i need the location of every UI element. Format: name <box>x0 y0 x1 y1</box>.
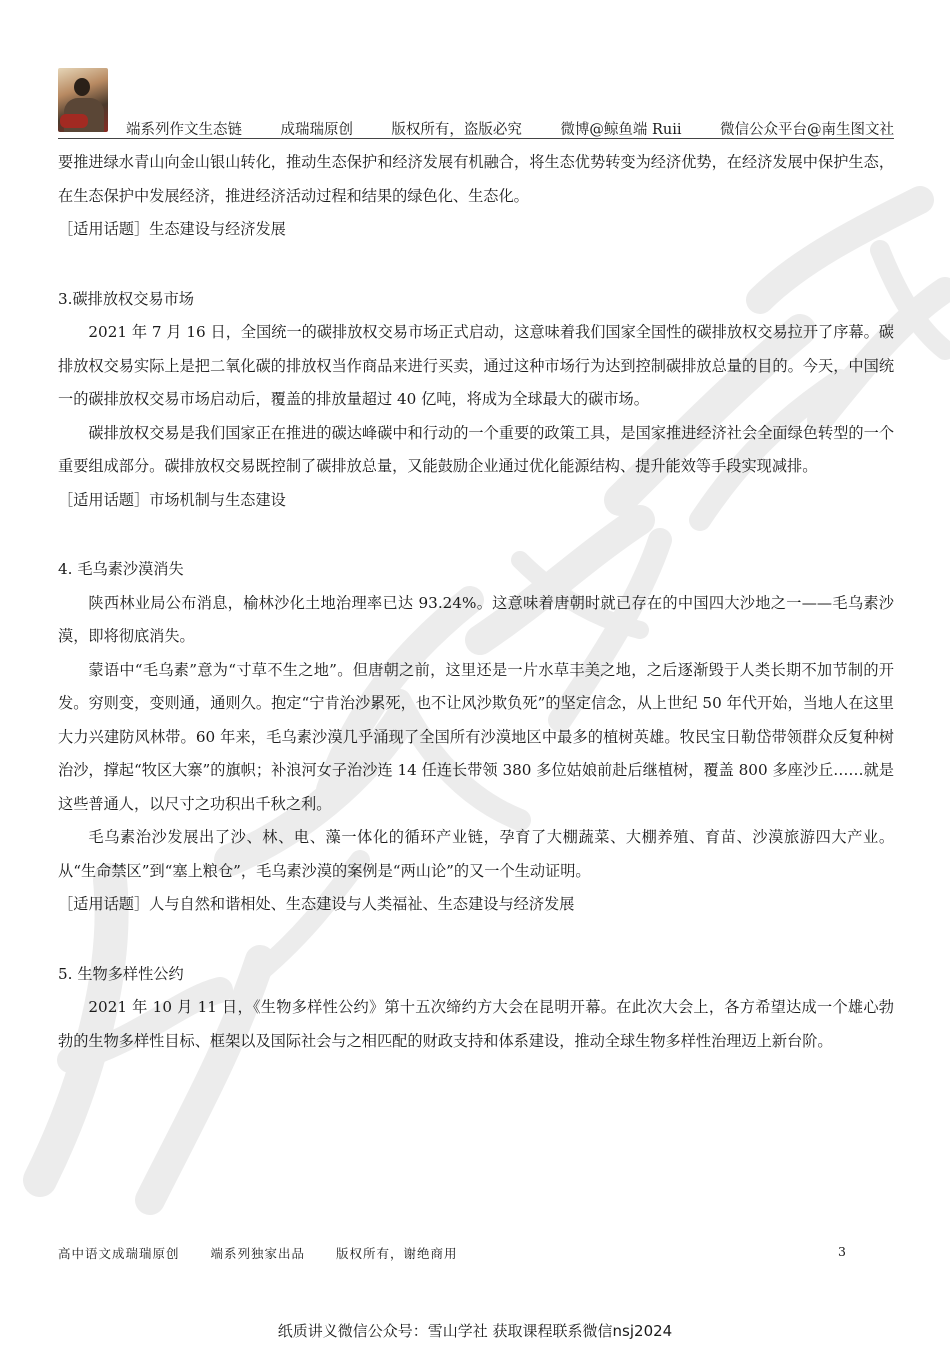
topic-tag: ［适用话题］人与自然和谐相处、生态建设与人类福祉、生态建设与经济发展 <box>58 895 575 913</box>
topic-tag: ［适用话题］市场机制与生态建设 <box>58 490 286 509</box>
page-header <box>58 68 894 140</box>
header-copyright: 版权所有，盗版必究 <box>391 122 522 138</box>
header-weibo: 微博@鲸鱼端 Ruii <box>560 122 682 138</box>
header-wechat: 微信公众平台@南生图文社 <box>719 122 894 138</box>
section-heading: 3.碳排放权交易市场 <box>58 289 194 308</box>
paragraph: 蒙语中“毛乌素”意为“寸草不生之地”。但唐朝之前，这里还是一片水草丰美之地，之后逐渐毁于人类长期不加节制的开发。穷则变，变则通，通则久。抱定“宁肯治沙累死，也不让风沙欺负死”的坚定信念，从上世纪 50 年代开始，当地人在这里大力兴建防风林带。60 年来，毛乌素沙漠几乎涌现了全国所有沙漠地区中最多的植树英雄。牧民宝日勒岱带领群众反复种树治沙，撑起“牧区大寨”的旗帜；补浪河女子治沙连 14 任连长带领 380 多位姑娘前赴后继植树，覆盖 800 多座沙丘……就是这些普通人，以尺寸之功积出千秋之利。 <box>58 660 894 813</box>
paragraph: 碳排放权交易是我们国家正在推进的碳达峰碳中和行动的一个重要的政策工具，是国家推进经济社会全面绿色转型的一个重要组成部分。碳排放权交易既控制了碳排放总量，又能鼓励企业通过优化能源结构、提升能效等手段实现减排。 <box>58 423 894 475</box>
section-heading: 5. 生物多样性公约 <box>58 964 184 983</box>
footer-copyright: 版权所有，谢绝商用 <box>336 1246 458 1261</box>
header-divider <box>58 138 894 139</box>
section-heading: 4. 毛乌素沙漠消失 <box>58 560 184 578</box>
paragraph: 毛乌素治沙发展出了沙、林、电、藻一体化的循环产业链，孕育了大棚蔬菜、大棚养殖、育苗、沙漠旅游四大产业。从“生命禁区”到“塞上粮仓”，毛乌素沙漠的案例是“两山论”的又一个生动证明。 <box>58 828 894 880</box>
paragraph: 要推进绿水青山向金山银山转化，推动生态保护和经济发展有机融合，将生态优势转变为经济优势，在经济发展中保护生态，在生态保护中发展经济，推进经济活动过程和结果的绿色化、生态化。 <box>58 153 894 205</box>
page-footer <box>58 1244 894 1262</box>
header-author: 成瑞瑞原创 <box>280 122 353 138</box>
paragraph: 2021 年 10 月 11 日，《生物多样性公约》第十五次缔约方大会在昆明开幕。在此次大会上，各方希望达成一个雄心勃勃的生物多样性目标、框架以及国际社会与之相匹配的财政支持和体系建设，推动全球生物多样性治理迈上新台阶。 <box>58 998 894 1050</box>
bottom-note: 纸质讲义微信公众号：雪山学社 获取课程联系微信nsj2024 <box>277 1322 673 1340</box>
author-avatar <box>58 68 108 132</box>
paragraph: 陕西林业局公布消息，榆林沙化土地治理率已达 93.24%。这意味着唐朝时就已存在的中国四大沙地之一——毛乌素沙漠，即将彻底消失。 <box>58 593 894 645</box>
page-number: 3 <box>838 1244 846 1259</box>
paragraph: 2021 年 7 月 16 日，全国统一的碳排放权交易市场正式启动，这意味着我们国家全国性的碳排放权交易拉开了序幕。碳排放权交易实际上是把二氧化碳的排放权当作商品来进行买卖，通过这种市场行为达到控制碳排放总量的目的。今天，中国统一的碳排放权交易市场启动后，覆盖的排放量超过 40 亿吨，将成为全球最大的碳市场。 <box>58 323 894 408</box>
header-text <box>126 118 894 139</box>
document-body <box>58 146 894 1058</box>
footer-series: 端系列独家出品 <box>210 1246 306 1261</box>
header-series: 端系列作文生态链 <box>126 122 242 138</box>
footer-author: 高中语文成瑞瑞原创 <box>58 1246 180 1261</box>
topic-tag: ［适用话题］生态建设与经济发展 <box>58 220 286 238</box>
